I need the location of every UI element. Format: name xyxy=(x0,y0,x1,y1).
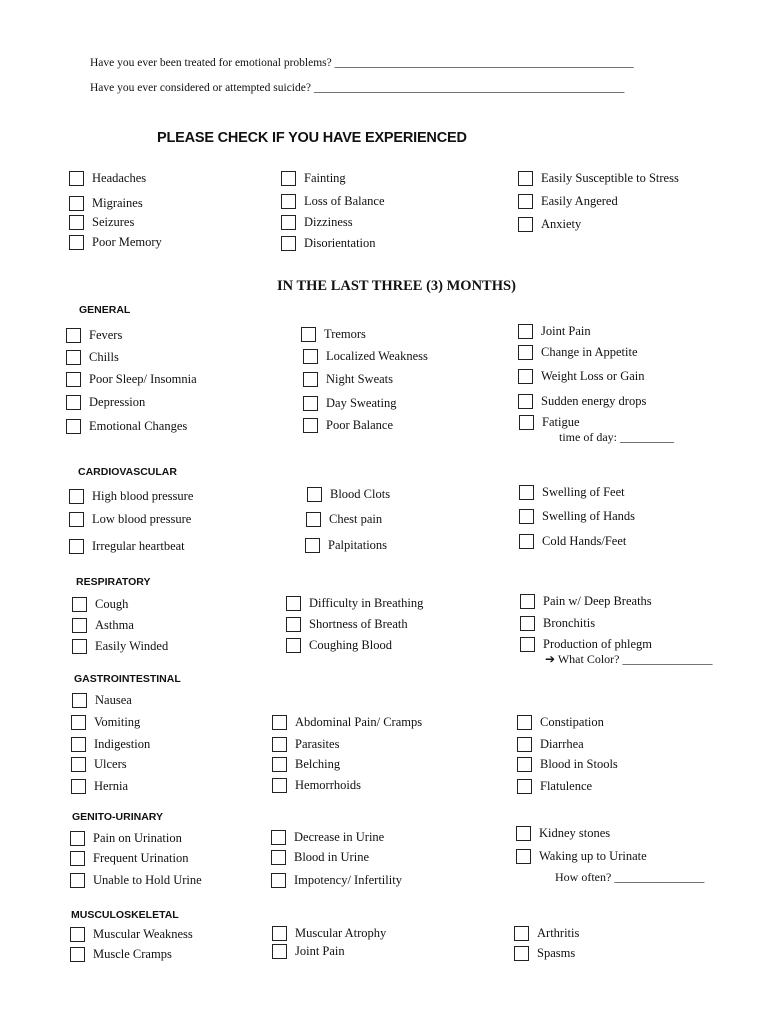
checkbox-label: Chills xyxy=(89,349,119,364)
checkbox-label: Poor Balance xyxy=(326,417,393,432)
checkbox-box[interactable] xyxy=(520,594,535,609)
checkbox-label: Production of phlegm xyxy=(543,636,653,651)
checkbox-label: Frequent Urination xyxy=(93,850,189,865)
checkbox-nausea[interactable] xyxy=(72,691,132,709)
checkbox-label: Cold Hands/Feet xyxy=(542,533,627,548)
checkbox-label: Hernia xyxy=(94,778,129,793)
checkbox-box[interactable] xyxy=(518,194,533,209)
checkbox-label: Swelling of Feet xyxy=(542,484,625,499)
checkbox-label: Poor Memory xyxy=(92,234,162,249)
checkbox-anxiety[interactable] xyxy=(518,215,581,233)
checkbox-label: Joint Pain xyxy=(541,323,591,338)
checkbox-hernia[interactable] xyxy=(71,777,128,795)
checkbox-label: Blood in Stools xyxy=(540,756,618,771)
checkbox-label: Indigestion xyxy=(94,736,151,751)
checkbox-box[interactable] xyxy=(66,419,81,434)
checkbox-blood-clots[interactable] xyxy=(307,485,390,503)
checkbox-dizziness[interactable] xyxy=(281,213,353,231)
checkbox-sudden-energy-drops[interactable] xyxy=(518,392,646,410)
checkbox-label: Hemorrhoids xyxy=(295,777,361,792)
checkbox-label: Anxiety xyxy=(541,216,582,231)
checkbox-poor-balance[interactable] xyxy=(303,416,393,434)
checkbox-joint-pain-musculoskeletal[interactable] xyxy=(272,942,345,960)
checkbox-box[interactable] xyxy=(517,757,532,772)
checkbox-label: Tremors xyxy=(324,326,366,341)
checkbox-asthma[interactable] xyxy=(72,616,134,634)
checkbox-label: Decrease in Urine xyxy=(294,829,385,844)
checkbox-box[interactable] xyxy=(70,873,85,888)
checkbox-muscular-atrophy[interactable] xyxy=(272,924,386,942)
checkbox-box[interactable] xyxy=(70,947,85,962)
checkbox-weight-loss[interactable] xyxy=(518,367,645,385)
checkbox-label: Vomiting xyxy=(94,714,141,729)
checkbox-box[interactable] xyxy=(281,194,296,209)
checkbox-box[interactable] xyxy=(517,779,532,794)
checkbox-box[interactable] xyxy=(69,539,84,554)
checkbox-box[interactable] xyxy=(281,215,296,230)
checkbox-bronchitis[interactable] xyxy=(520,614,595,632)
checkbox-indigestion[interactable] xyxy=(71,735,150,753)
checkbox-box[interactable] xyxy=(303,396,318,411)
checkbox-label: Emotional Changes xyxy=(89,418,188,433)
checkbox-label: Swelling of Hands xyxy=(542,508,636,523)
checkbox-label: Low blood pressure xyxy=(92,511,192,526)
checkbox-box[interactable] xyxy=(271,830,286,845)
checkbox-irregular-heartbeat[interactable] xyxy=(69,537,185,555)
checkbox-box[interactable] xyxy=(70,831,85,846)
checkbox-poor-sleep[interactable] xyxy=(66,370,197,388)
checkbox-box[interactable] xyxy=(71,779,86,794)
checkbox-label: Loss of Balance xyxy=(304,193,385,208)
checkbox-label: Kidney stones xyxy=(539,825,611,840)
section-title-cardiovascular: CARDIOVASCULAR xyxy=(78,466,177,478)
checkbox-blood-in-stools[interactable] xyxy=(517,755,618,773)
checkbox-box[interactable] xyxy=(519,485,534,500)
checkbox-box[interactable] xyxy=(306,512,321,527)
checkbox-label: Dizziness xyxy=(304,214,353,229)
checkbox-box[interactable] xyxy=(71,737,86,752)
section-title-gastrointestinal: GASTROINTESTINAL xyxy=(74,673,181,685)
checkbox-box[interactable] xyxy=(286,617,301,632)
checkbox-box[interactable] xyxy=(514,946,529,961)
checkbox-chills[interactable] xyxy=(66,348,119,366)
checkbox-difficulty-breathing[interactable] xyxy=(286,594,423,612)
checkbox-emotional-changes[interactable] xyxy=(66,417,187,435)
checkbox-box[interactable] xyxy=(69,235,84,250)
checkbox-label: Nausea xyxy=(95,692,132,707)
checkbox-box[interactable] xyxy=(71,715,86,730)
checkbox-label: Waking up to Urinate xyxy=(539,848,647,863)
checkbox-label: Diarrhea xyxy=(540,736,584,751)
checkbox-high-blood-pressure[interactable] xyxy=(69,487,193,505)
checkbox-label: Weight Loss or Gain xyxy=(541,368,645,383)
checkbox-migraines[interactable] xyxy=(69,194,143,212)
checkbox-label: Depression xyxy=(89,394,146,409)
checkbox-label: Belching xyxy=(295,756,341,771)
checkbox-box[interactable] xyxy=(517,737,532,752)
section-title-genito-urinary: GENITO-URINARY xyxy=(72,811,164,823)
checkbox-pain-deep-breaths[interactable] xyxy=(520,592,652,610)
checkbox-depression[interactable] xyxy=(66,393,145,411)
checkbox-headaches[interactable] xyxy=(69,169,146,187)
checkbox-box[interactable] xyxy=(272,778,287,793)
checkbox-box[interactable] xyxy=(303,372,318,387)
checkbox-box[interactable] xyxy=(272,757,287,772)
checkbox-shortness-of-breath[interactable] xyxy=(286,615,408,633)
checkbox-box[interactable] xyxy=(518,394,533,409)
urinate-how-often: How often? _______________ xyxy=(555,870,705,884)
checkbox-box[interactable] xyxy=(518,369,533,384)
checkbox-ulcers[interactable] xyxy=(71,755,127,773)
checkbox-day-sweating[interactable] xyxy=(303,394,396,412)
checkbox-box[interactable] xyxy=(519,415,534,430)
checkbox-label: Spasms xyxy=(537,945,576,960)
checkbox-parasites[interactable] xyxy=(272,735,339,753)
checkbox-low-blood-pressure[interactable] xyxy=(69,510,191,528)
checkbox-box[interactable] xyxy=(307,487,322,502)
checkbox-label: Muscular Weakness xyxy=(93,926,193,941)
checkbox-box[interactable] xyxy=(66,328,81,343)
checkbox-box[interactable] xyxy=(286,596,301,611)
checkbox-label: Pain w/ Deep Breaths xyxy=(543,593,652,608)
checkbox-diarrhea[interactable] xyxy=(517,735,584,753)
checkbox-label: Shortness of Breath xyxy=(309,616,408,631)
checkbox-box[interactable] xyxy=(272,715,287,730)
checkbox-label: Irregular heartbeat xyxy=(92,538,185,553)
checkbox-fevers[interactable] xyxy=(66,326,122,344)
checkbox-box[interactable] xyxy=(519,509,534,524)
checkbox-easily-angered[interactable] xyxy=(518,192,618,210)
checkbox-label: Blood Clots xyxy=(330,486,391,501)
checkbox-label: Flatulence xyxy=(540,778,593,793)
checkbox-hemorrhoids[interactable] xyxy=(272,776,361,794)
checkbox-tremors[interactable] xyxy=(301,325,366,343)
checkbox-box[interactable] xyxy=(69,215,84,230)
section-title-respiratory: RESPIRATORY xyxy=(76,576,151,588)
checkbox-box[interactable] xyxy=(520,637,535,652)
checkbox-box[interactable] xyxy=(518,217,533,232)
checkbox-impotency[interactable] xyxy=(271,871,402,889)
checkbox-box[interactable] xyxy=(71,757,86,772)
checkbox-label: Palpitations xyxy=(328,537,388,552)
checkbox-label: Fevers xyxy=(89,327,123,342)
section-title-musculoskeletal: MUSCULOSKELETAL xyxy=(71,909,179,921)
checkbox-box[interactable] xyxy=(514,926,529,941)
checkbox-frequent-urination[interactable] xyxy=(70,849,188,867)
checkbox-palpitations[interactable] xyxy=(305,536,387,554)
checkbox-waking-up-to-urinate[interactable] xyxy=(516,847,647,865)
checkbox-box[interactable] xyxy=(301,327,316,342)
checkbox-label: High blood pressure xyxy=(92,488,194,503)
checkbox-disorientation[interactable] xyxy=(281,234,376,252)
checkbox-box[interactable] xyxy=(519,534,534,549)
checkbox-box[interactable] xyxy=(286,638,301,653)
checkbox-abdominal-pain[interactable] xyxy=(272,713,422,731)
checkbox-muscle-cramps[interactable] xyxy=(70,945,172,963)
title-last-three-months: IN THE LAST THREE (3) MONTHS) xyxy=(277,278,516,294)
checkbox-label: Impotency/ Infertility xyxy=(294,872,402,887)
checkbox-swelling-of-hands[interactable] xyxy=(519,507,635,525)
checkbox-label: Fatigue xyxy=(542,414,580,429)
checkbox-fatigue[interactable] xyxy=(519,413,580,431)
checkbox-night-sweats[interactable] xyxy=(303,370,393,388)
checkbox-box[interactable] xyxy=(520,616,535,631)
checkbox-label: Easily Angered xyxy=(541,193,618,208)
question-suicide: Have you ever considered or attempted suicide? ______________________________________________________ xyxy=(90,82,625,94)
checkbox-box[interactable] xyxy=(281,171,296,186)
checkbox-box[interactable] xyxy=(303,349,318,364)
checkbox-box[interactable] xyxy=(72,693,87,708)
checkbox-label: Easily Winded xyxy=(95,638,169,653)
checkbox-box[interactable] xyxy=(272,737,287,752)
checkbox-unable-to-hold-urine[interactable] xyxy=(70,871,202,889)
checkbox-box[interactable] xyxy=(518,171,533,186)
checkbox-box[interactable] xyxy=(66,350,81,365)
checkbox-box[interactable] xyxy=(518,345,533,360)
checkbox-loss-of-balance[interactable] xyxy=(281,192,385,210)
checkbox-box[interactable] xyxy=(281,236,296,251)
checkbox-label: Day Sweating xyxy=(326,395,397,410)
checkbox-label: Migraines xyxy=(92,195,143,210)
checkbox-label: Difficulty in Breathing xyxy=(309,595,424,610)
checkbox-box[interactable] xyxy=(305,538,320,553)
checkbox-label: Night Sweats xyxy=(326,371,394,386)
checkbox-label: Muscle Cramps xyxy=(93,946,172,961)
title-please-check: PLEASE CHECK IF YOU HAVE EXPERIENCED xyxy=(157,130,467,146)
checkbox-label: Abdominal Pain/ Cramps xyxy=(295,714,423,729)
checkbox-stress[interactable] xyxy=(518,169,679,187)
checkbox-label: Parasites xyxy=(295,736,340,751)
checkbox-label: Chest pain xyxy=(329,511,383,526)
phlegm-what-color: ➔ What Color? _______________ xyxy=(545,652,713,666)
checkbox-flatulence[interactable] xyxy=(517,777,592,795)
checkbox-poor-memory[interactable] xyxy=(69,233,162,251)
checkbox-label: Sudden energy drops xyxy=(541,393,647,408)
checkbox-label: Change in Appetite xyxy=(541,344,638,359)
checkbox-label: Asthma xyxy=(95,617,134,632)
checkbox-joint-pain-general[interactable] xyxy=(518,322,591,340)
checkbox-label: Muscular Atrophy xyxy=(295,925,387,940)
checkbox-label: Cough xyxy=(95,596,129,611)
fatigue-time-of-day: time of day: _________ xyxy=(559,430,674,444)
checkbox-label: Headaches xyxy=(92,170,147,185)
checkbox-constipation[interactable] xyxy=(517,713,604,731)
checkbox-box[interactable] xyxy=(69,171,84,186)
checkbox-localized-weakness[interactable] xyxy=(303,347,428,365)
checkbox-easily-winded[interactable] xyxy=(72,637,168,655)
section-title-general: GENERAL xyxy=(79,304,131,316)
checkbox-label: Fainting xyxy=(304,170,346,185)
checkbox-box[interactable] xyxy=(272,944,287,959)
checkbox-coughing-blood[interactable] xyxy=(286,636,392,654)
checkbox-box[interactable] xyxy=(69,512,84,527)
checkbox-box[interactable] xyxy=(516,826,531,841)
checkbox-arthritis[interactable] xyxy=(514,924,579,942)
checkbox-box[interactable] xyxy=(72,597,87,612)
checkbox-vomiting[interactable] xyxy=(71,713,140,731)
checkbox-change-in-appetite[interactable] xyxy=(518,343,638,361)
checkbox-label: Ulcers xyxy=(94,756,127,771)
checkbox-box[interactable] xyxy=(66,395,81,410)
checkbox-chest-pain[interactable] xyxy=(306,510,382,528)
checkbox-box[interactable] xyxy=(271,850,286,865)
checkbox-box[interactable] xyxy=(516,849,531,864)
checkbox-box[interactable] xyxy=(272,926,287,941)
checkbox-spasms[interactable] xyxy=(514,944,575,962)
checkbox-cough[interactable] xyxy=(72,595,128,613)
checkbox-belching[interactable] xyxy=(272,755,340,773)
checkbox-production-of-phlegm[interactable] xyxy=(520,635,652,653)
checkbox-label: Unable to Hold Urine xyxy=(93,872,202,887)
checkbox-box[interactable] xyxy=(72,639,87,654)
checkbox-label: Seizures xyxy=(92,214,135,229)
checkbox-label: Arthritis xyxy=(537,925,580,940)
checkbox-label: Localized Weakness xyxy=(326,348,428,363)
checkbox-kidney-stones[interactable] xyxy=(516,824,610,842)
checkbox-box[interactable] xyxy=(70,851,85,866)
checkbox-blood-in-urine[interactable] xyxy=(271,848,369,866)
checkbox-box[interactable] xyxy=(69,196,84,211)
checkbox-label: Easily Susceptible to Stress xyxy=(541,170,679,185)
checkbox-pain-on-urination[interactable] xyxy=(70,829,182,847)
checkbox-label: Bronchitis xyxy=(543,615,596,630)
checkbox-label: Coughing Blood xyxy=(309,637,392,652)
checkbox-box[interactable] xyxy=(517,715,532,730)
checkbox-label: Joint Pain xyxy=(295,943,345,958)
checkbox-label: Pain on Urination xyxy=(93,830,182,845)
checkbox-box[interactable] xyxy=(518,324,533,339)
checkbox-swelling-of-feet[interactable] xyxy=(519,483,625,501)
checkbox-box[interactable] xyxy=(69,489,84,504)
checkbox-decrease-in-urine[interactable] xyxy=(271,828,384,846)
checkbox-box[interactable] xyxy=(271,873,286,888)
checkbox-muscular-weakness[interactable] xyxy=(70,925,193,943)
question-emotional-problems: Have you ever been treated for emotional problems? ____________________________________________________ xyxy=(90,57,634,69)
checkbox-label: Blood in Urine xyxy=(294,849,369,864)
checkbox-label: Poor Sleep/ Insomnia xyxy=(89,371,197,386)
checkbox-box[interactable] xyxy=(72,618,87,633)
checkbox-label: Constipation xyxy=(540,714,604,729)
checkbox-box[interactable] xyxy=(70,927,85,942)
checkbox-box[interactable] xyxy=(303,418,318,433)
checkbox-cold-hands-feet[interactable] xyxy=(519,532,626,550)
checkbox-label: Disorientation xyxy=(304,235,376,250)
checkbox-seizures[interactable] xyxy=(69,213,134,231)
checkbox-box[interactable] xyxy=(66,372,81,387)
checkbox-fainting[interactable] xyxy=(281,169,346,187)
